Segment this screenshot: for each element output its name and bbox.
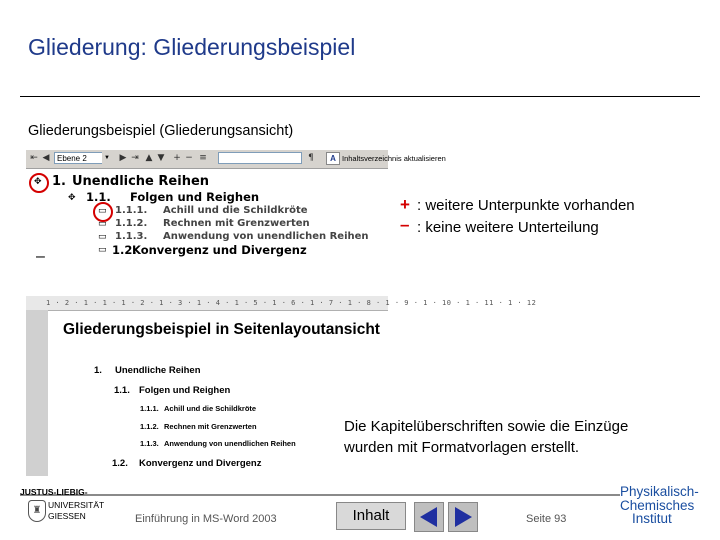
triangle-right-icon — [449, 503, 477, 531]
note-text — [344, 416, 628, 458]
show-first-line-icon[interactable]: ≡ — [199, 153, 207, 163]
no-subitems-icon[interactable]: ▭ — [98, 245, 107, 255]
layout-item-text: Achill und die Schildkröte — [164, 404, 257, 413]
outline-item-text: Unendliche Reihen — [72, 174, 210, 189]
toc-icon[interactable]: A — [326, 152, 340, 165]
promote-icon[interactable]: ◀ — [42, 153, 50, 163]
demote-to-body-icon[interactable]: ⇥ — [131, 153, 139, 163]
layout-item-text: Anwendung von unendlichen Reihen — [164, 439, 296, 448]
note-line: wurden mit Formatvorlagen erstellt. — [344, 439, 580, 456]
layout-item-text: Konvergenz und Divergenz — [139, 458, 262, 469]
outline-item-number: 1.2. — [112, 243, 137, 257]
title-divider — [20, 96, 700, 97]
layout-item-number: 1.1.3. — [140, 439, 159, 448]
legend-minus-text: : keine weitere Unterteilung — [417, 219, 599, 236]
demote-icon[interactable]: ▶ — [119, 153, 127, 163]
slide-subtitle: Gliederungsbeispiel (Gliederungsansicht) — [28, 123, 294, 139]
vertical-ruler[interactable] — [26, 310, 48, 476]
outline-item-text: Achill und die Schildkröte — [163, 205, 308, 216]
no-subitems-icon[interactable]: ▭ — [98, 219, 107, 229]
previous-slide-button[interactable] — [414, 502, 444, 532]
triangle-left-icon — [415, 503, 443, 531]
outline-view-screenshot — [26, 150, 446, 262]
slide-title: Gliederung: Gliederungsbeispiel — [28, 34, 356, 60]
legend-minus-symbol: – — [400, 215, 410, 234]
layout-item-number: 1. — [94, 365, 102, 376]
horizontal-ruler[interactable] — [26, 296, 537, 311]
outline-item-text: Rechnen mit Grenzwerten — [163, 218, 310, 229]
no-subitems-icon[interactable]: ▭ — [98, 232, 107, 242]
outline-item-text: Anwendung von unendlichen Reihen — [163, 231, 369, 242]
layout-item-number: 1.2. — [112, 458, 128, 469]
university-name: JUSTUS-LIEBIG- — [20, 487, 88, 497]
layout-item-number: 1.1.2. — [140, 422, 159, 431]
outline-item-text: Folgen und Reighen — [130, 190, 260, 204]
ruler-ticks: 1 · 2 · 1 · 1 · 1 · 2 · 1 · 3 · 1 · 4 · 1 · 5 · 1 · 6 · 1 · 7 · 1 · 8 · 1 · 9 · 1 · 10 · 1 · 11 · 1 · 12 — [46, 299, 537, 307]
institute-logo: Physikalisch- — [620, 484, 699, 499]
expand-icon[interactable]: + — [173, 153, 181, 163]
expand-plus-icon[interactable]: ✥ — [34, 177, 42, 187]
promote-heading-icon[interactable]: ⇤ — [30, 153, 38, 163]
outline-item-number: 1. — [52, 174, 66, 189]
outline-item-number: 1.1.1. — [115, 205, 148, 216]
layout-item-text: Unendliche Reihen — [115, 365, 201, 376]
expand-plus-icon[interactable]: ✥ — [68, 193, 76, 203]
highlight-circle-icon — [29, 173, 49, 193]
outline-item-number: 1.1.2. — [115, 218, 148, 229]
university-name: GIESSEN — [48, 511, 86, 521]
layout-heading: Gliederungsbeispiel in Seitenlayoutansicht — [63, 321, 380, 338]
show-level-select[interactable] — [218, 152, 302, 164]
university-seal-icon: ♜ — [28, 500, 46, 522]
move-down-icon[interactable]: ▼ — [157, 153, 165, 163]
outline-toolbar — [26, 150, 446, 169]
note-line: Die Kapitelüberschriften sowie die Einzüge — [344, 418, 629, 435]
chevron-down-icon[interactable]: ▼ — [102, 152, 112, 164]
outline-item-number: 1.1.3. — [115, 231, 148, 242]
layout-item-text: Folgen und Reighen — [139, 385, 231, 396]
legend-plus-symbol: + — [400, 195, 410, 214]
contents-button[interactable]: Inhalt — [336, 502, 406, 530]
outline-item-text: Konvergenz und Divergenz — [132, 243, 307, 257]
university-name: UNIVERSITÄT — [48, 500, 105, 510]
level-select[interactable]: Ebene 2 — [54, 152, 112, 164]
page-number: Seite 93 — [526, 513, 567, 525]
minus-dash-icon: – — [36, 248, 45, 265]
course-title: Einführung in MS-Word 2003 — [135, 513, 277, 525]
outline-item-number: 1.1. — [86, 190, 111, 204]
legend-plus-text: : weitere Unterpunkte vorhanden — [417, 197, 635, 214]
layout-item-text: Rechnen mit Grenzwerten — [164, 422, 257, 431]
footer-divider — [20, 494, 620, 496]
institute-logo: Chemisches — [620, 498, 695, 513]
layout-item-number: 1.1.1. — [140, 404, 159, 413]
institute-logo: Institut — [632, 511, 672, 526]
move-up-icon[interactable]: ▲ — [145, 153, 153, 163]
collapse-icon[interactable]: − — [185, 153, 193, 163]
format-icon[interactable]: ¶ — [308, 153, 314, 163]
layout-item-number: 1.1. — [114, 385, 130, 396]
update-toc-button[interactable]: Inhaltsverzeichnis aktualisieren — [342, 154, 446, 163]
no-subitems-icon[interactable]: ▭ — [98, 206, 107, 216]
next-slide-button[interactable] — [448, 502, 478, 532]
